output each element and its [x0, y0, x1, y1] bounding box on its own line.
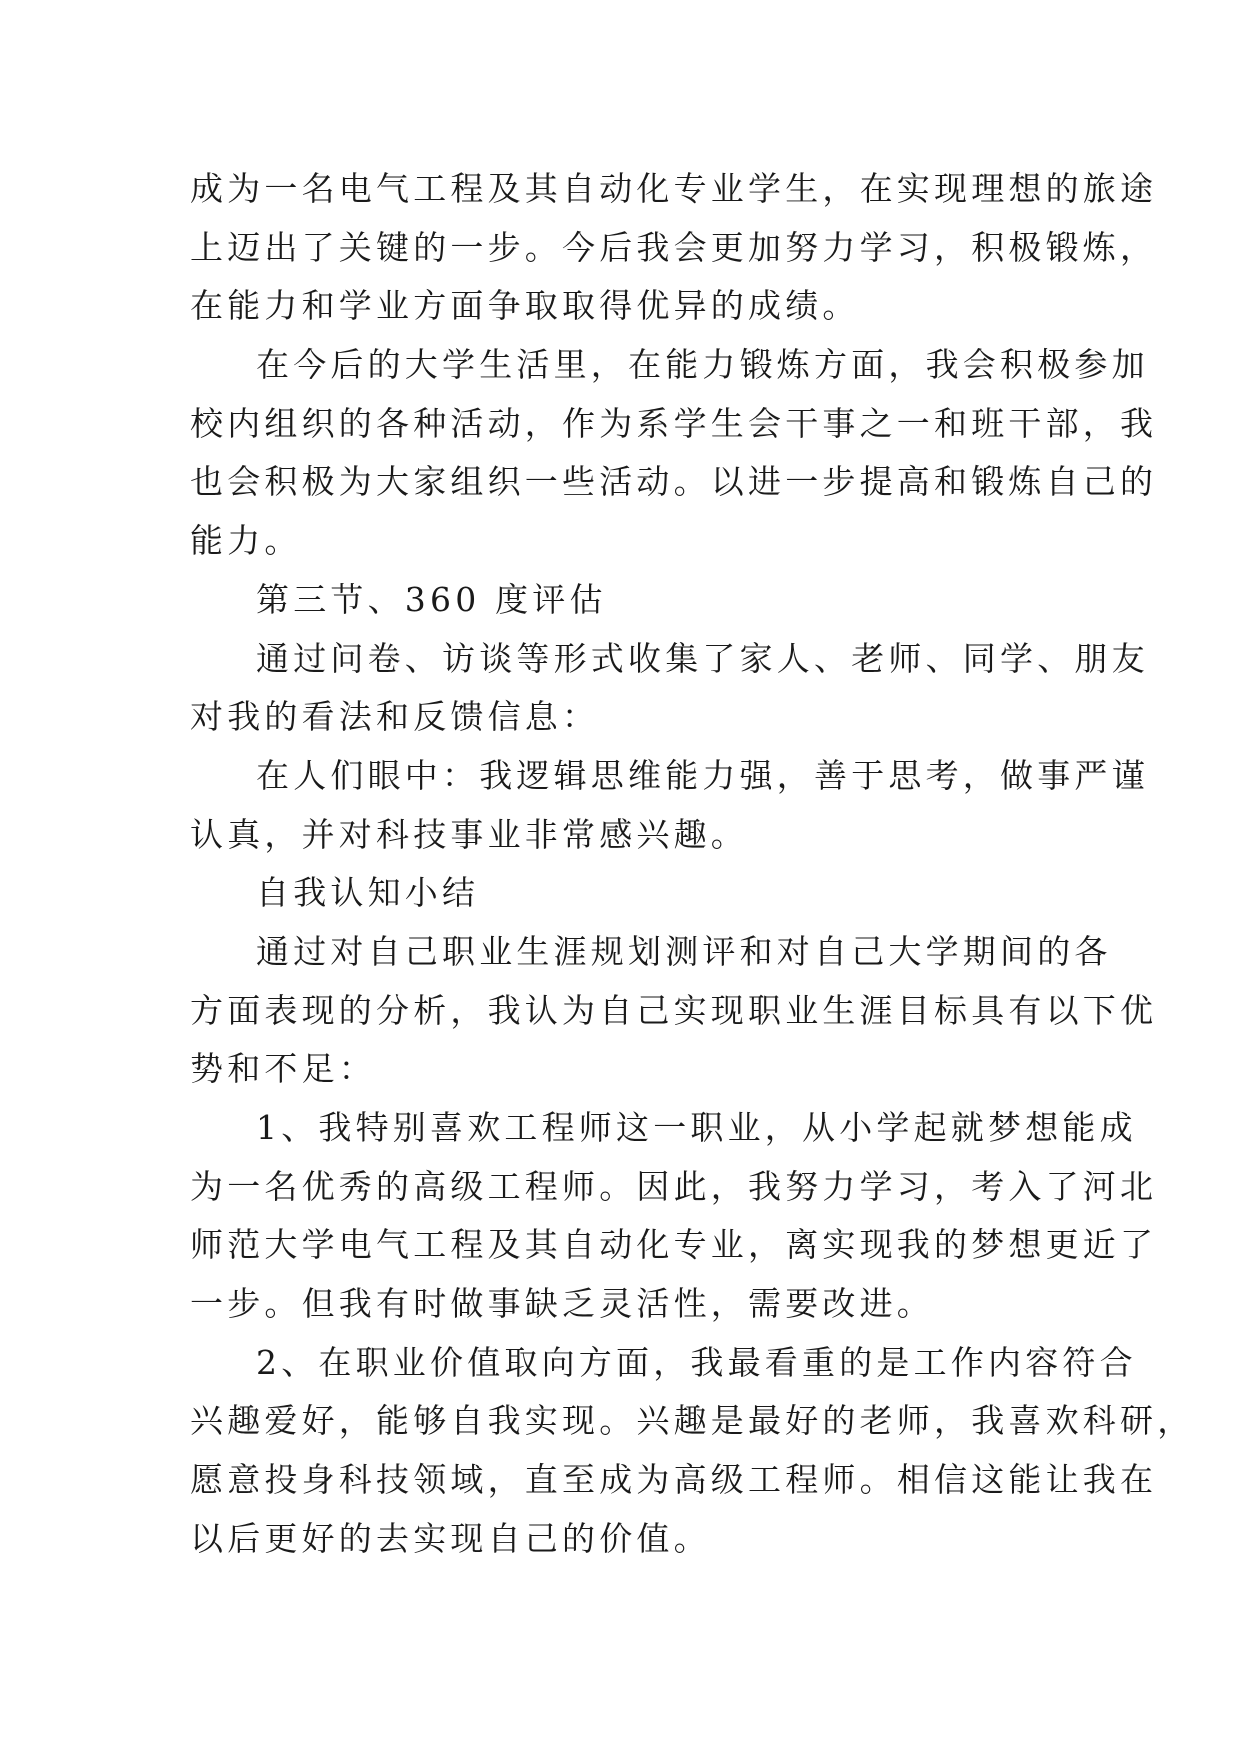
text-line: 成为一名电气工程及其自动化专业学生，在实现理想的旅途 [190, 169, 1158, 208]
text-line: 方面表现的分析，我认为自己实现职业生涯目标具有以下优 [190, 990, 1158, 1030]
text-line: 能力。 [190, 521, 302, 561]
text-line: 通过对自己职业生涯规划测评和对自己大学期间的各 [256, 931, 1112, 971]
text-line: 认真，并对科技事业非常感兴趣。 [190, 814, 748, 854]
text-line: 在人们眼中：我逻辑思维能力强，善于思考，做事严谨 [256, 755, 1149, 795]
text-line: 为一名优秀的高级工程师。因此，我努力学习，考入了河北 [190, 1166, 1158, 1206]
text-line: 兴趣爱好，能够自我实现。兴趣是最好的老师，我喜欢科研， [190, 1401, 1195, 1441]
text-line: 在今后的大学生活里，在能力锻炼方面，我会积极参加 [256, 345, 1149, 385]
section-heading: 自我认知小结 [256, 873, 480, 913]
text-line: 一步。但我有时做事缺乏灵活性，需要改进。 [190, 1284, 934, 1324]
text-line: 也会积极为大家组织一些活动。以进一步提高和锻炼自己的 [190, 462, 1158, 502]
text-line: 上迈出了关键的一步。今后我会更加努力学习，积极锻炼， [190, 227, 1158, 267]
section-heading: 第三节、360 度评估 [256, 579, 607, 619]
text-line: 以后更好的去实现自己的价值。 [190, 1518, 711, 1558]
text-line: 2、在职业价值取向方面，我最看重的是工作内容符合 [256, 1342, 1137, 1382]
text-line: 势和不足： [190, 1049, 376, 1089]
text-line: 通过问卷、访谈等形式收集了家人、老师、同学、朋友 [256, 638, 1149, 678]
text-line: 对我的看法和反馈信息： [190, 697, 600, 737]
text-line: 校内组织的各种活动，作为系学生会干事之一和班干部，我 [190, 403, 1158, 443]
text-line: 在能力和学业方面争取取得优异的成绩。 [190, 286, 860, 326]
text-line: 师范大学电气工程及其自动化专业，离实现我的梦想更近了 [190, 1225, 1158, 1265]
text-line: 1、我特别喜欢工程师这一职业，从小学起就梦想能成 [256, 1108, 1137, 1147]
body-text [190, 160, 1195, 1569]
text-line: 愿意投身科技领域，直至成为高级工程师。相信这能让我在 [190, 1460, 1158, 1500]
